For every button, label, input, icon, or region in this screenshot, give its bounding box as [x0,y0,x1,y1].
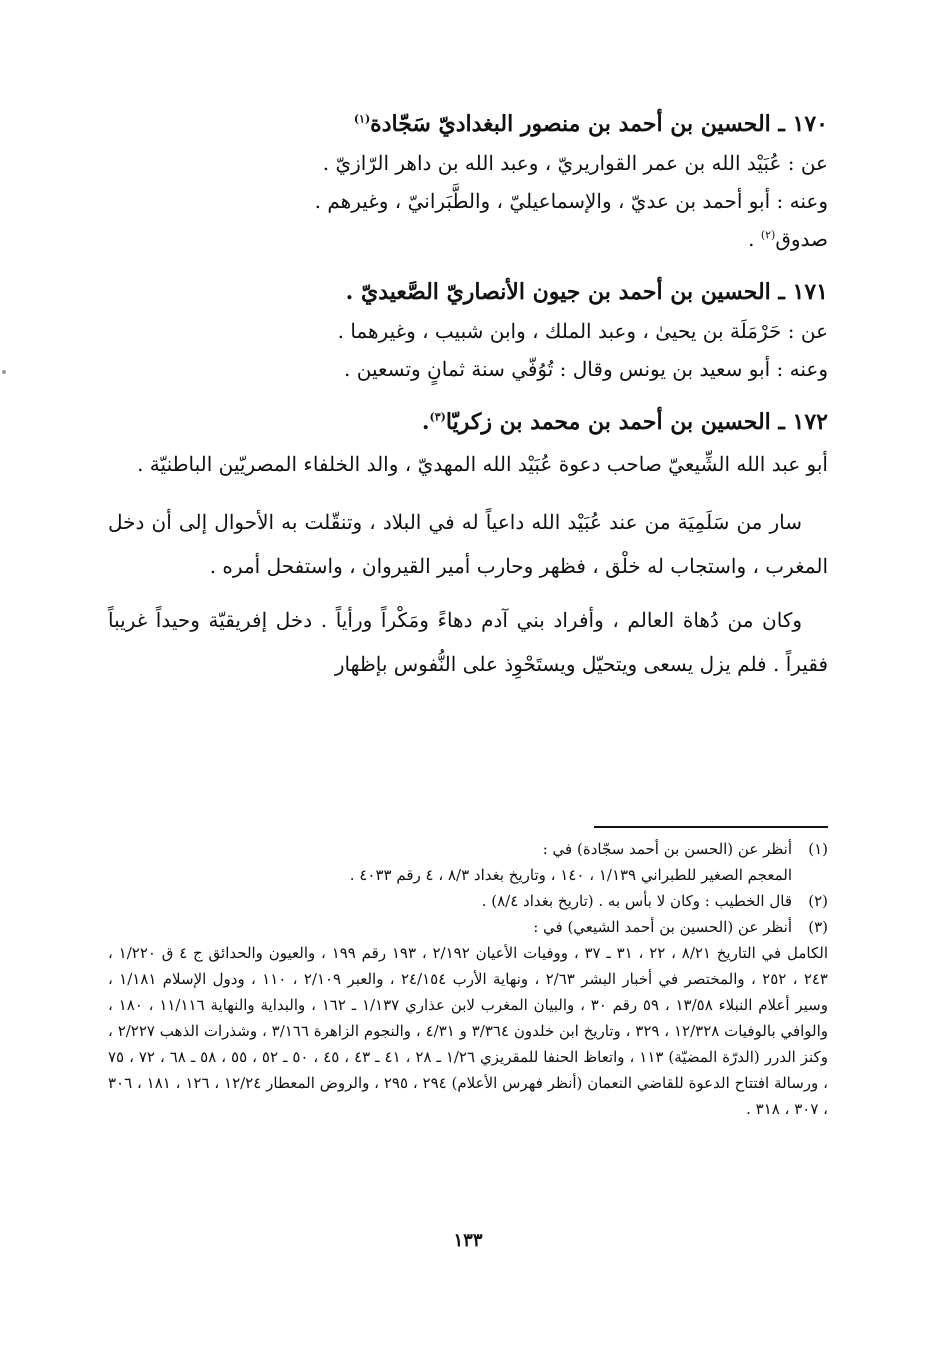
entry-title: ١٧٠ ـ الحسين بن أحمد بن منصور البغداديّ سَجّادة$^{(١)}$ [353,111,828,137]
footnote-line: أنظر عن (الحسين بن أحمد الشيعي) في : [533,918,792,936]
entry-paragraph: أبو عبد الله الشِّيعيّ صاحب دعوة عُبَيْد الله المهديّ ، والد الخلفاء المصريّين الباطنيّة . [137,452,828,476]
body-paragraph: وكان من دُهاة العالم ، وأفراد بني آدم دهاءً ومَكْراً ورأياً . دخل إفريقيّة وحيداً غريباً فقيراً . فلم يزل يسعى ويتحيّل ويستَحْوِذ على النُّفوس بإظهار [108,608,828,676]
scan-speck [2,370,6,374]
footnote-ref[interactable]: (١) [353,112,371,126]
footnote-body [108,888,792,914]
entry-title: ١٧٢ ـ الحسين بن أحمد بن محمد بن زكريّا$^{(٣)}$. [421,409,828,435]
footnote-ref[interactable]: (٢) [760,228,776,242]
entry-line: صدوق$^{(٢)}$ . [748,227,828,251]
footnote-3-text: الكامل في التاريخ ٨/٢١ ، ٢٢ ، ٣١ ـ ٣٧ ، ووفيات الأعيان ٢/١٩٢ ، ١٩٣ رقم ١٩٩ ، والعيون والحدائق ج ٤ ق ١/٢٢٠ ، ٢٤٣ ، ٢٥٢ ، والمختصر في أخبار البشر ٢/٦٣ ، ونهاية الأرب ٢٤/١٥٤ ، والعبر ٢/١٠٩ ، ١١٠ ، ودول الإسلام ١/١٨١ ، وسير أعلام النبلاء ١٣/٥٨ ، ٥٩ رقم ٣٠ ، والبيان المغرب لابن عذاري ١/١٣٧ ـ ١٦٢ ، والبداية والنهاية ١١/١١٦ ، ١٨٠ ، والوافي بالوفيات ١٢/٣٢٨ ، ٣٢٩ ، وتاريخ ابن خلدون ٣/٣٦٤ و ٤/٣١ ، والنجوم الزاهرة ٣/١٦٦ ، وشذرات الذهب ٢/٢٢٧ ، وكنز الدرر (الدرّة المضيّة) ١١٣ ، واتعاظ الحنفا للمقريزي ١/٢٦ ـ ٢٨ ، ٤١ ـ ٤٣ ، ٤٥ ، ٥٠ ـ ٥٢ ، ٥٥ ، ٥٨ ـ ٦٨ ، ٧٢ ، ٧٥ ، ورسالة افتتاح الدعوة للقاضي النعمان (أنظر فهرس الأعلام) ٢٩٤ ، ٢٩٥ ، والروض المعطار ١٢/٢٤ ، ١٢٦ ، ١٨١ ، ٣٠٦ ، ٣٠٧ ، ٣١٨ . [108,944,829,1118]
entry-line: عن : عُبَيْد الله بن عمر القواريريّ ، وعبد الله بن داهر الرّازيّ . [322,151,828,175]
body-paragraph: سار من سَلَمِيَة من عند عُبَيْد الله داعياً له في البلاد ، وتنقّلت به الأحوال إلى أن دخل المغرب ، واستجاب له خلْق ، فظهر وحارب أمير القيروان ، واستفحل أمره . [108,510,828,578]
entry-title: ١٧١ ـ الحسين بن أحمد بن جيون الأنصاريّ الصَّعيديّ . [345,279,828,305]
footnote-number: (١) [808,840,828,858]
footnote-number: (٣) [808,918,828,936]
footnote-ref[interactable]: (٣) [429,410,446,424]
footnote-line: قال الخطيب : وكان لا بأس به . (تاريخ بغداد ٨/٤) . [481,892,792,910]
entry-172 [108,402,828,486]
entry-171 [108,272,828,388]
footnote-number: (٢) [808,892,828,910]
footnote-body [108,914,792,940]
book-page [108,104,828,1254]
footnote-divider [594,826,828,828]
footnote-line: المعجم الصغير للطبراني ١/١٣٩ ، ١٤٠ ، وتاريخ بغداد ٨/٣ ، ٤ رقم ٤٠٣٣ . [349,866,792,884]
entry-170 [108,104,828,258]
entry-line: عن : حَرْمَلَة بن يحيىٰ ، وعبد الملك ، وابن شبيب ، وغيرهما . [337,319,828,343]
footnote-1 [108,836,828,888]
footnote-line: أنظر عن (الحسن بن أحمد سجّادة) في : [542,840,792,858]
footnote-2 [108,888,828,914]
footnotes [108,836,828,1122]
entry-line: وعنه : أبو أحمد بن عديّ ، والإسماعيليّ ، والطَّبَرانيّ ، وغيرهم . [314,189,828,213]
footnote-3 [108,914,828,940]
footnote-body [108,836,792,888]
page-number: ١٣٣ [453,1230,483,1251]
entry-line: وعنه : أبو سعيد بن يونس وقال : تُوُفّي سنة ثمانٍ وتسعين . [344,357,828,381]
